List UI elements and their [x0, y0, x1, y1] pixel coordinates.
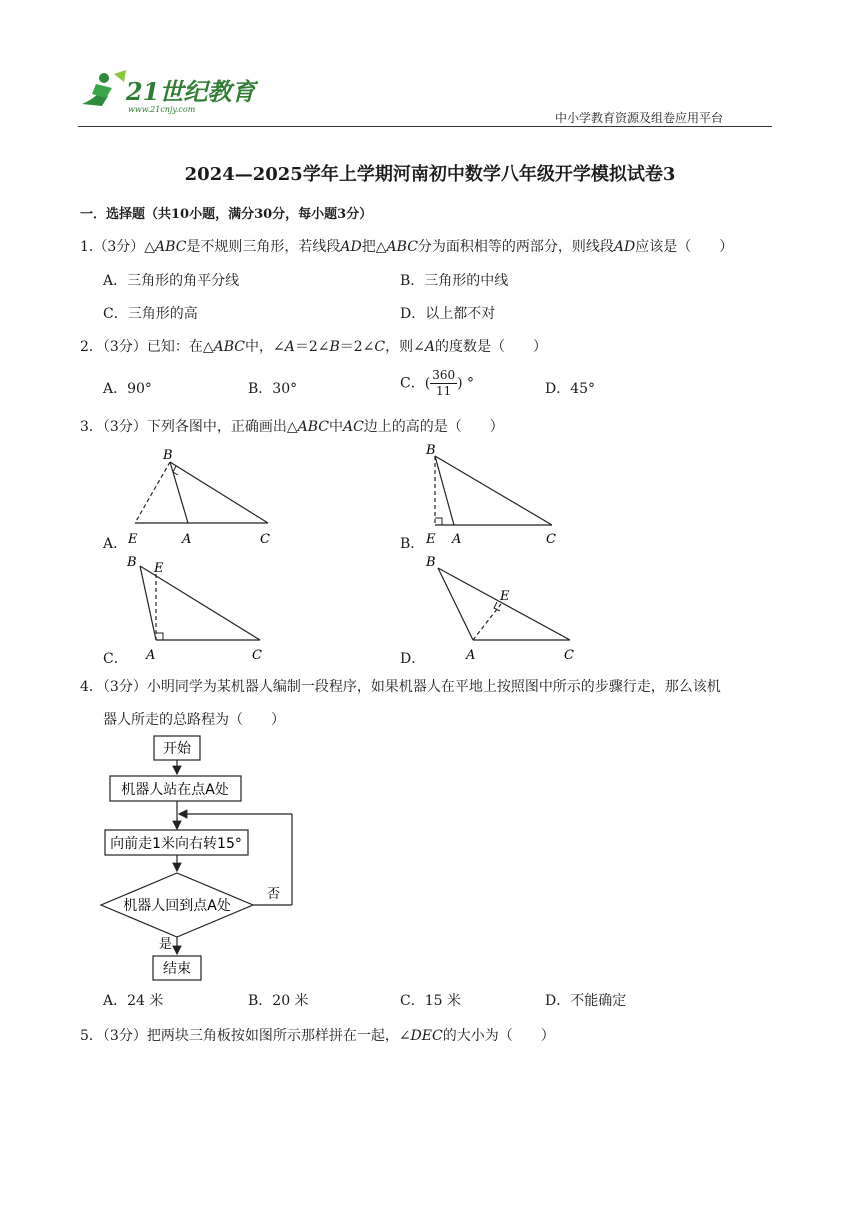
q1-option-d: D．以上都不对 — [400, 306, 496, 322]
q2-option-d: D．45° — [545, 381, 596, 397]
q2-option-c: C．( $\frac{360}{11}$ ) ° — [400, 368, 475, 398]
svg-text:C: C — [546, 532, 556, 547]
q1-option-c: C．三角形的高 — [103, 306, 198, 322]
svg-text:A: A — [182, 532, 192, 547]
q2-option-a: A．90° — [103, 381, 152, 397]
question-3: 3．（3分）下列各图中，正确画出△ABC中AC边上的高的是（ ） — [80, 419, 504, 435]
svg-text:E: E — [128, 532, 138, 547]
q3-label-b: B． — [400, 536, 425, 552]
svg-text:机器人回到点A处: 机器人回到点A处 — [123, 898, 231, 914]
q3-label-c: C． — [103, 651, 128, 667]
svg-text:B: B — [426, 443, 436, 458]
q3-figure-b — [418, 440, 578, 552]
question-2: 2．（3分）已知：在△ABC中，∠A＝2∠B＝2∠C，则∠A的度数是（ ） — [80, 339, 547, 355]
svg-text:B: B — [163, 448, 173, 463]
svg-text:C: C — [564, 648, 574, 663]
q3-label-d: D． — [400, 651, 426, 667]
svg-text:E: E — [426, 532, 436, 547]
svg-text:C: C — [260, 532, 270, 547]
svg-text:是: 是 — [159, 937, 173, 952]
q3-label-a: A． — [103, 536, 128, 552]
svg-text:A: A — [146, 648, 156, 663]
svg-text:E: E — [500, 589, 510, 604]
svg-text:否: 否 — [267, 887, 281, 902]
logo-text: 21世纪教育 — [126, 77, 256, 106]
question-1: 1.（3分）△ABC是不规则三角形，若线段AD把△ABC分为面积相等的两部分，则线段AD应该是（ ） — [80, 239, 734, 255]
svg-text:结束: 结束 — [163, 961, 191, 977]
q3-figure-c — [120, 552, 280, 664]
svg-text:B: B — [127, 555, 137, 570]
q4-option-d: D．不能确定 — [545, 993, 627, 1009]
question-4-line-2: 器人所走的总路程为（ ） — [103, 712, 285, 728]
svg-text:A: A — [466, 648, 476, 663]
q1-option-a: A．三角形的角平分线 — [103, 273, 240, 289]
q3-figure-a — [120, 440, 280, 552]
svg-text:向前走1米向右转15°: 向前走1米向右转15° — [110, 836, 242, 852]
question-5: 5．（3分）把两块三角板按如图所示那样拼在一起，∠DEC的大小为（ ） — [80, 1028, 555, 1044]
q4-flowchart — [95, 732, 305, 982]
question-4-line-1: 4．（3分）小明同学为某机器人编制一段程序，如果机器人在平地上按照图中所示的步骤行走，那么该机 — [80, 679, 721, 695]
runner-logo-icon — [82, 70, 126, 106]
platform-name: 中小学教育资源及组卷应用平台 — [555, 111, 724, 125]
section-heading: 一．选择题（共10小题，满分30分，每小题3分） — [80, 207, 373, 222]
q1-option-b: B．三角形的中线 — [400, 273, 509, 289]
q4-option-b: B．20 米 — [248, 993, 309, 1009]
q3-figure-d — [418, 552, 588, 664]
svg-text:B: B — [426, 555, 436, 570]
q4-option-c: C．15 米 — [400, 993, 461, 1009]
exam-title: 2024—2025学年上学期河南初中数学八年级开学模拟试卷3 — [184, 164, 676, 185]
logo-url-text: www.21cnjy.com — [128, 105, 196, 114]
svg-text:A: A — [452, 532, 462, 547]
header-divider — [78, 126, 772, 127]
svg-text:C: C — [252, 648, 262, 663]
site-logo — [78, 70, 258, 118]
q2-option-b: B．30° — [248, 381, 298, 397]
svg-text:机器人站在点A处: 机器人站在点A处 — [121, 782, 229, 798]
svg-text:开始: 开始 — [163, 741, 191, 757]
q4-option-a: A．24 米 — [103, 993, 164, 1009]
svg-text:E: E — [154, 561, 164, 576]
